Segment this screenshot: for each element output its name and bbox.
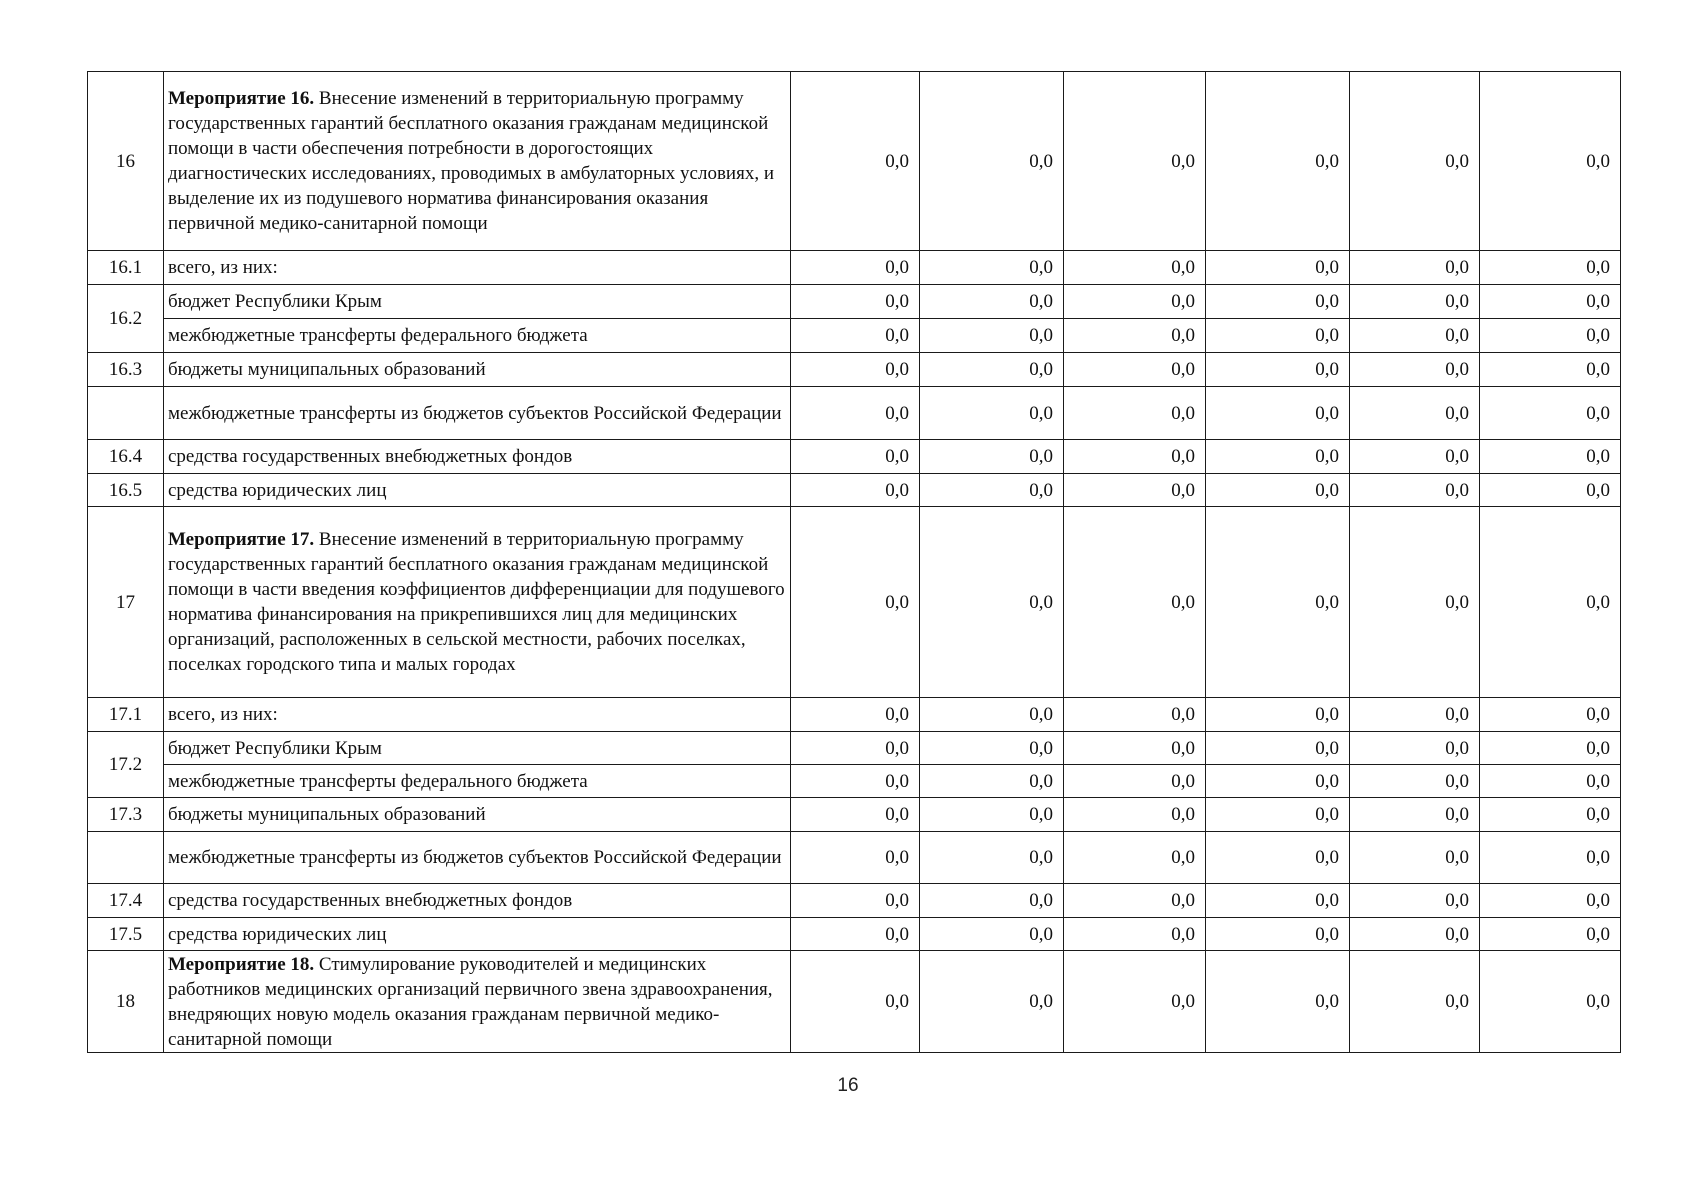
measure-text: бюджеты муниципальных образований: [168, 359, 486, 380]
measure-text: всего, из них:: [168, 257, 278, 278]
value-cell: 0,0: [1064, 72, 1206, 251]
row-number: 16.5: [88, 474, 164, 507]
value-cell: 0,0: [791, 353, 920, 387]
value-cell: 0,0: [1350, 798, 1480, 832]
row-description: [164, 951, 791, 1053]
table-row: [88, 251, 1621, 285]
value-cell: 0,0: [791, 251, 920, 285]
value-cell: 0,0: [1480, 319, 1621, 353]
measure-text: Внесение изменений в территориальную программу государственных гарантий бесплатного оказания гражданам медицинской помощи в части обеспечения потребности в дорогостоящих диагностических исследованиях, проводимых в амбулаторных условиях, и выделение их из подушевого норматива финансирования оказания первичной медико-санитарной помощи: [168, 88, 774, 234]
measure-text: межбюджетные трансферты из бюджетов субъектов Российской Федерации: [168, 402, 782, 424]
value-cell: 0,0: [920, 353, 1064, 387]
value-cell: 0,0: [1064, 698, 1206, 732]
row-description: [164, 698, 791, 732]
value-cell: 0,0: [920, 440, 1064, 474]
value-cell: 0,0: [920, 72, 1064, 251]
value-cell: 0,0: [1350, 507, 1480, 698]
value-cell: 0,0: [920, 951, 1064, 1053]
measure-text: средства государственных внебюджетных фондов: [168, 890, 573, 911]
row-number: 17.5: [88, 918, 164, 951]
value-cell: 0,0: [791, 474, 920, 507]
value-cell: 0,0: [1480, 951, 1621, 1053]
value-cell: 0,0: [791, 798, 920, 832]
value-cell: 0,0: [1350, 319, 1480, 353]
table-row: [88, 732, 1621, 765]
value-cell: 0,0: [1064, 319, 1206, 353]
value-cell: 0,0: [1350, 72, 1480, 251]
value-cell: 0,0: [1480, 251, 1621, 285]
row-description: [164, 832, 791, 884]
measure-text: бюджеты муниципальных образований: [168, 804, 486, 825]
value-cell: 0,0: [791, 387, 920, 440]
value-cell: 0,0: [791, 285, 920, 319]
measure-text: всего, из них:: [168, 704, 278, 725]
table-row: [88, 72, 1621, 251]
value-cell: 0,0: [1064, 951, 1206, 1053]
value-cell: 0,0: [1350, 387, 1480, 440]
measure-title: Мероприятие 16.: [168, 88, 315, 109]
value-cell: 0,0: [1480, 507, 1621, 698]
measure-text: бюджет Республики Крым: [168, 291, 382, 312]
value-cell: 0,0: [791, 72, 920, 251]
value-cell: 0,0: [1064, 507, 1206, 698]
page-number: 16: [837, 1075, 859, 1096]
value-cell: 0,0: [1350, 832, 1480, 884]
value-cell: 0,0: [920, 884, 1064, 918]
value-cell: 0,0: [920, 251, 1064, 285]
row-description: [164, 285, 791, 319]
table-row: [88, 798, 1621, 832]
value-cell: 0,0: [1206, 387, 1350, 440]
table-row: [88, 440, 1621, 474]
value-cell: 0,0: [1350, 698, 1480, 732]
row-description: [164, 884, 791, 918]
table-row: [88, 285, 1621, 319]
value-cell: 0,0: [1480, 832, 1621, 884]
table-row: [88, 319, 1621, 353]
value-cell: 0,0: [1206, 353, 1350, 387]
row-description: [164, 319, 791, 353]
table-row: [88, 353, 1621, 387]
measure-text: средства государственных внебюджетных фондов: [168, 446, 573, 467]
value-cell: 0,0: [920, 319, 1064, 353]
value-cell: 0,0: [791, 698, 920, 732]
value-cell: 0,0: [1064, 285, 1206, 319]
value-cell: 0,0: [1480, 387, 1621, 440]
value-cell: 0,0: [1350, 884, 1480, 918]
row-number: 17.3: [88, 798, 164, 832]
row-number: 17.4: [88, 884, 164, 918]
row-number: 16.2: [88, 285, 164, 353]
value-cell: 0,0: [1480, 732, 1621, 765]
value-cell: 0,0: [1064, 251, 1206, 285]
value-cell: 0,0: [920, 285, 1064, 319]
value-cell: 0,0: [1206, 285, 1350, 319]
value-cell: 0,0: [791, 832, 920, 884]
row-description: [164, 765, 791, 798]
value-cell: 0,0: [1350, 951, 1480, 1053]
row-description: [164, 387, 791, 440]
value-cell: 0,0: [1206, 798, 1350, 832]
value-cell: 0,0: [1350, 918, 1480, 951]
value-cell: 0,0: [791, 440, 920, 474]
value-cell: 0,0: [1064, 474, 1206, 507]
row-number: [88, 832, 164, 884]
measure-text: межбюджетные трансферты из бюджетов субъектов Российской Федерации: [168, 847, 782, 868]
value-cell: 0,0: [1350, 765, 1480, 798]
value-cell: 0,0: [1350, 440, 1480, 474]
row-number: 18: [88, 951, 164, 1053]
value-cell: 0,0: [1064, 884, 1206, 918]
value-cell: 0,0: [1206, 918, 1350, 951]
value-cell: 0,0: [1206, 474, 1350, 507]
value-cell: 0,0: [920, 698, 1064, 732]
value-cell: 0,0: [1206, 884, 1350, 918]
value-cell: 0,0: [1350, 474, 1480, 507]
row-description: [164, 440, 791, 474]
value-cell: 0,0: [1206, 319, 1350, 353]
row-description: [164, 72, 791, 251]
value-cell: 0,0: [1206, 765, 1350, 798]
value-cell: 0,0: [791, 884, 920, 918]
value-cell: 0,0: [1480, 798, 1621, 832]
value-cell: 0,0: [1206, 72, 1350, 251]
table-row: [88, 387, 1621, 440]
table-row: [88, 765, 1621, 798]
value-cell: 0,0: [1480, 698, 1621, 732]
value-cell: 0,0: [791, 765, 920, 798]
value-cell: 0,0: [1064, 918, 1206, 951]
row-description: [164, 507, 791, 698]
value-cell: 0,0: [1206, 732, 1350, 765]
value-cell: 0,0: [1480, 765, 1621, 798]
row-description: [164, 798, 791, 832]
value-cell: 0,0: [920, 732, 1064, 765]
table-row: [88, 884, 1621, 918]
row-description: [164, 918, 791, 951]
value-cell: 0,0: [1064, 765, 1206, 798]
value-cell: 0,0: [1480, 72, 1621, 251]
value-cell: 0,0: [1480, 353, 1621, 387]
row-description: [164, 353, 791, 387]
value-cell: 0,0: [1064, 732, 1206, 765]
value-cell: 0,0: [791, 918, 920, 951]
measure-text: Внесение изменений в территориальную программу государственных гарантий бесплатного оказания гражданам медицинской помощи в части введения коэффициентов дифференциации для подушевого норматива финансирования на прикрепившихся лиц для медицинских организаций, расположенных в сельской местности, рабочих поселках, поселках городского типа и малых городах: [168, 529, 785, 675]
value-cell: 0,0: [1480, 474, 1621, 507]
table-row: [88, 951, 1621, 1053]
value-cell: 0,0: [1064, 353, 1206, 387]
row-number: 16.1: [88, 251, 164, 285]
measure-text: Стимулирование руководителей и медицинских работников медицинских организаций первичного звена здравоохранения, внедряющих новую модель оказания гражданам первичной медико-санитарной помощи: [168, 953, 773, 1050]
value-cell: 0,0: [920, 798, 1064, 832]
value-cell: 0,0: [1206, 440, 1350, 474]
table-row: [88, 698, 1621, 732]
row-number: [88, 387, 164, 440]
table-row: [88, 507, 1621, 698]
budget-table: [87, 71, 1621, 1053]
value-cell: 0,0: [920, 832, 1064, 884]
measure-text: межбюджетные трансферты федерального бюджета: [168, 325, 588, 346]
value-cell: 0,0: [791, 507, 920, 698]
value-cell: 0,0: [920, 765, 1064, 798]
value-cell: 0,0: [1206, 951, 1350, 1053]
table-row: [88, 918, 1621, 951]
value-cell: 0,0: [791, 732, 920, 765]
value-cell: 0,0: [1206, 698, 1350, 732]
value-cell: 0,0: [1064, 798, 1206, 832]
value-cell: 0,0: [1206, 832, 1350, 884]
measure-title: Мероприятие 17.: [168, 529, 315, 550]
row-number: 17.2: [88, 732, 164, 798]
value-cell: 0,0: [1480, 285, 1621, 319]
row-number: 17.1: [88, 698, 164, 732]
value-cell: 0,0: [1350, 251, 1480, 285]
value-cell: 0,0: [791, 319, 920, 353]
value-cell: 0,0: [1064, 832, 1206, 884]
value-cell: 0,0: [1350, 285, 1480, 319]
value-cell: 0,0: [920, 474, 1064, 507]
value-cell: 0,0: [920, 387, 1064, 440]
row-description: [164, 474, 791, 507]
value-cell: 0,0: [1480, 918, 1621, 951]
measure-text: средства юридических лиц: [168, 923, 387, 945]
value-cell: 0,0: [1064, 440, 1206, 474]
row-number: 16: [88, 72, 164, 251]
value-cell: 0,0: [1064, 387, 1206, 440]
measure-text: бюджет Республики Крым: [168, 737, 382, 759]
row-number: 16.3: [88, 353, 164, 387]
value-cell: 0,0: [1350, 732, 1480, 765]
row-number: 17: [88, 507, 164, 698]
value-cell: 0,0: [1480, 440, 1621, 474]
row-description: [164, 732, 791, 765]
table-row: [88, 832, 1621, 884]
row-number: 16.4: [88, 440, 164, 474]
measure-text: межбюджетные трансферты федерального бюджета: [168, 770, 588, 792]
measure-title: Мероприятие 18.: [168, 953, 315, 975]
value-cell: 0,0: [1480, 884, 1621, 918]
value-cell: 0,0: [920, 507, 1064, 698]
measure-text: средства юридических лиц: [168, 479, 387, 501]
row-description: [164, 251, 791, 285]
value-cell: 0,0: [1206, 251, 1350, 285]
value-cell: 0,0: [791, 951, 920, 1053]
table-row: [88, 474, 1621, 507]
value-cell: 0,0: [1206, 507, 1350, 698]
value-cell: 0,0: [1350, 353, 1480, 387]
value-cell: 0,0: [920, 918, 1064, 951]
